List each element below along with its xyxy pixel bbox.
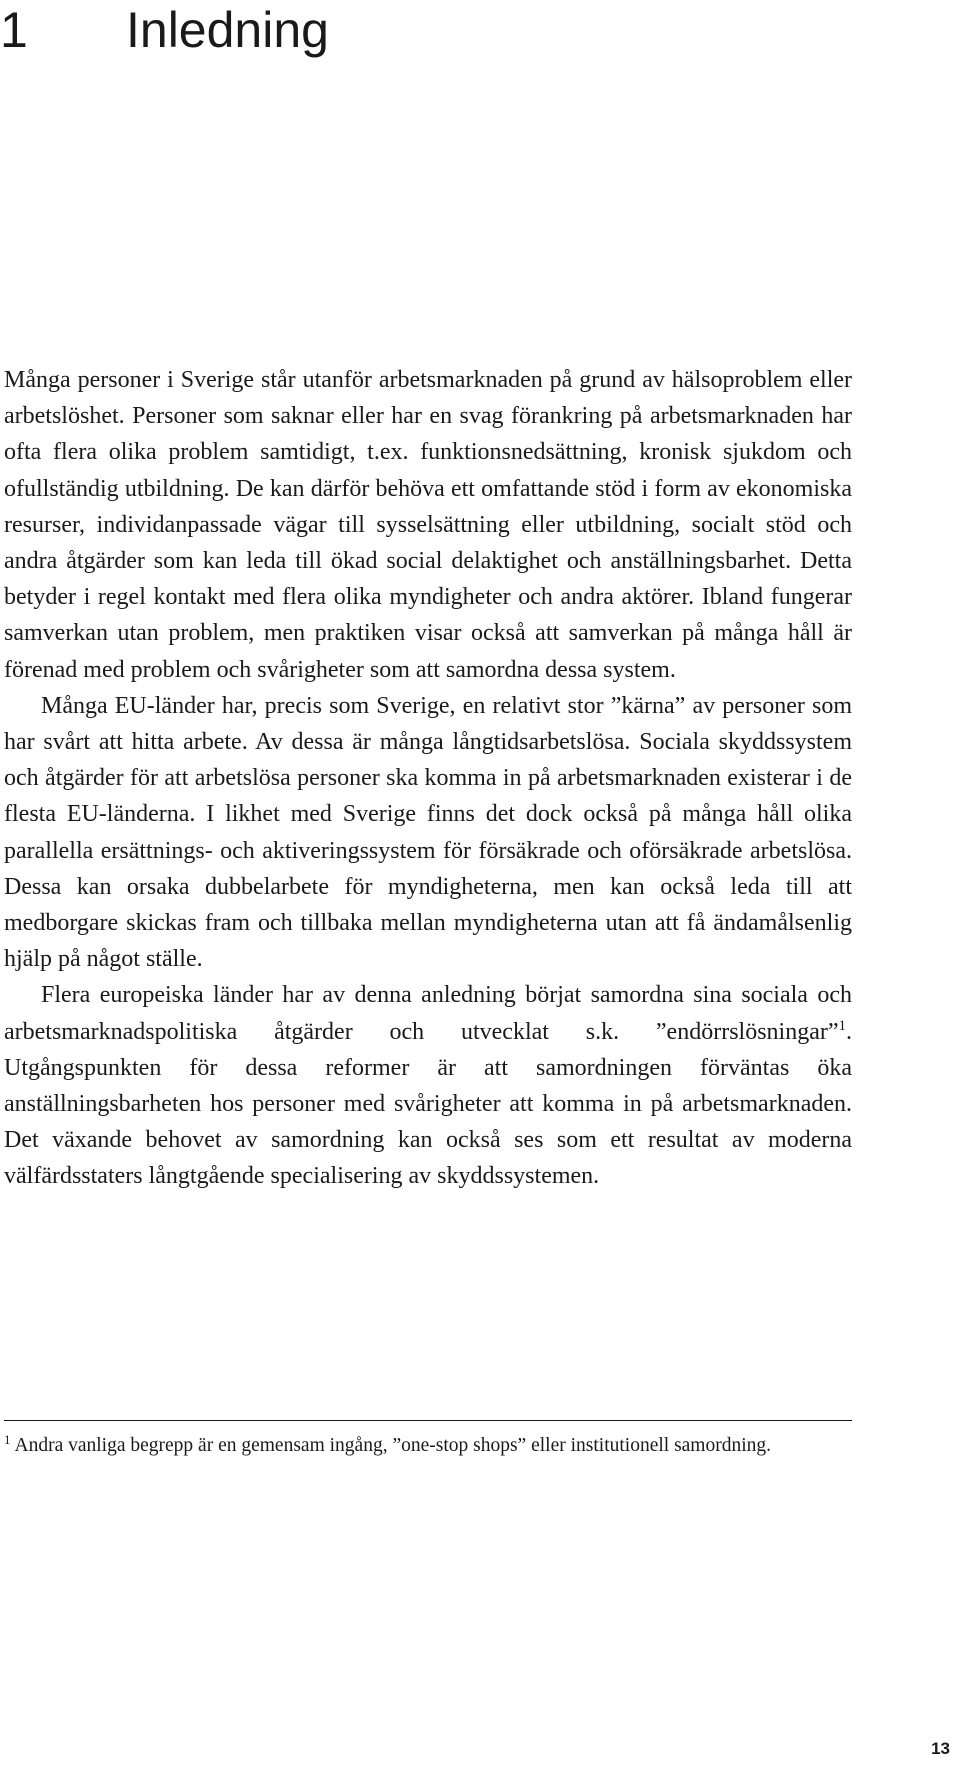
footnote-reference: 1	[838, 1017, 846, 1034]
chapter-number: 1	[0, 2, 28, 58]
chapter-heading	[0, 2, 329, 58]
paragraph-3	[4, 977, 852, 1194]
footnote-divider	[4, 1420, 852, 1421]
paragraph-2: Många EU-länder har, precis som Sverige, en relativt stor ”kärna” av personer som har svårt att hitta arbete. Av dessa är många långtidsarbetslösa. Sociala skyddssystem och åtgärder för att arbetslösa personer ska komma in på arbetsmarknaden existerar i de flesta EU-länderna. I likhet med Sverige finns det dock också på många håll olika parallella ersättnings- och aktiveringssystem för försäkrade och oförsäkrade arbetslösa. Dessa kan orsaka dubbelarbete för myndigheterna, men kan också leda till att medborgare skickas fram och tillbaka mellan myndigheterna utan att få ändamålsenlig hjälp på något ställe.	[4, 692, 852, 973]
page-number: 13	[931, 1739, 950, 1758]
chapter-title: Inledning	[126, 2, 329, 58]
paragraph-3-before: Flera europeiska länder har av denna anledning börjat samordna sina sociala och arbetsmarknadspolitiska åtgärder och utvecklat s.k. ”endörrslösningar”	[4, 982, 852, 1045]
paragraph-3-after: . Utgångspunkten för dessa reformer är att samordningen förväntas öka anställningsbarheten hos personer med svårigheter att komma in på arbetsmarknaden. Det växande behovet av samordning kan också ses som ett resultat av moderna välfärdsstaters långtgående specialisering av skyddssystemen.	[4, 1018, 852, 1190]
paragraph-1: Många personer i Sverige står utanför arbetsmarknaden på grund av hälsoproblem eller arbetslöshet. Personer som saknar eller har en svag förankring på arbetsmarknaden har ofta flera olika problem samtidigt, t.ex. funktionsnedsättning, kronisk sjukdom och ofullständig utbildning. De kan därför behöva ett omfattande stöd i form av ekonomiska resurser, individanpassade vägar till sysselsättning eller utbildning, socialt stöd och andra åtgärder som kan leda till ökad social delaktighet och anställningsbarhet. Detta betyder i regel kontakt med flera olika myndigheter och andra aktörer. Ibland fungerar samverkan utan problem, men praktiken visar också att samverkan på många håll är förenad med problem och svårigheter som att samordna dessa system.	[4, 367, 852, 683]
footnote-text: Andra vanliga begrepp är en gemensam ingång, ”one-stop shops” eller institutionell samordning.	[14, 1435, 772, 1456]
footnote-number: 1	[4, 1431, 11, 1447]
body-text	[4, 362, 852, 1195]
footnote	[4, 1432, 852, 1459]
